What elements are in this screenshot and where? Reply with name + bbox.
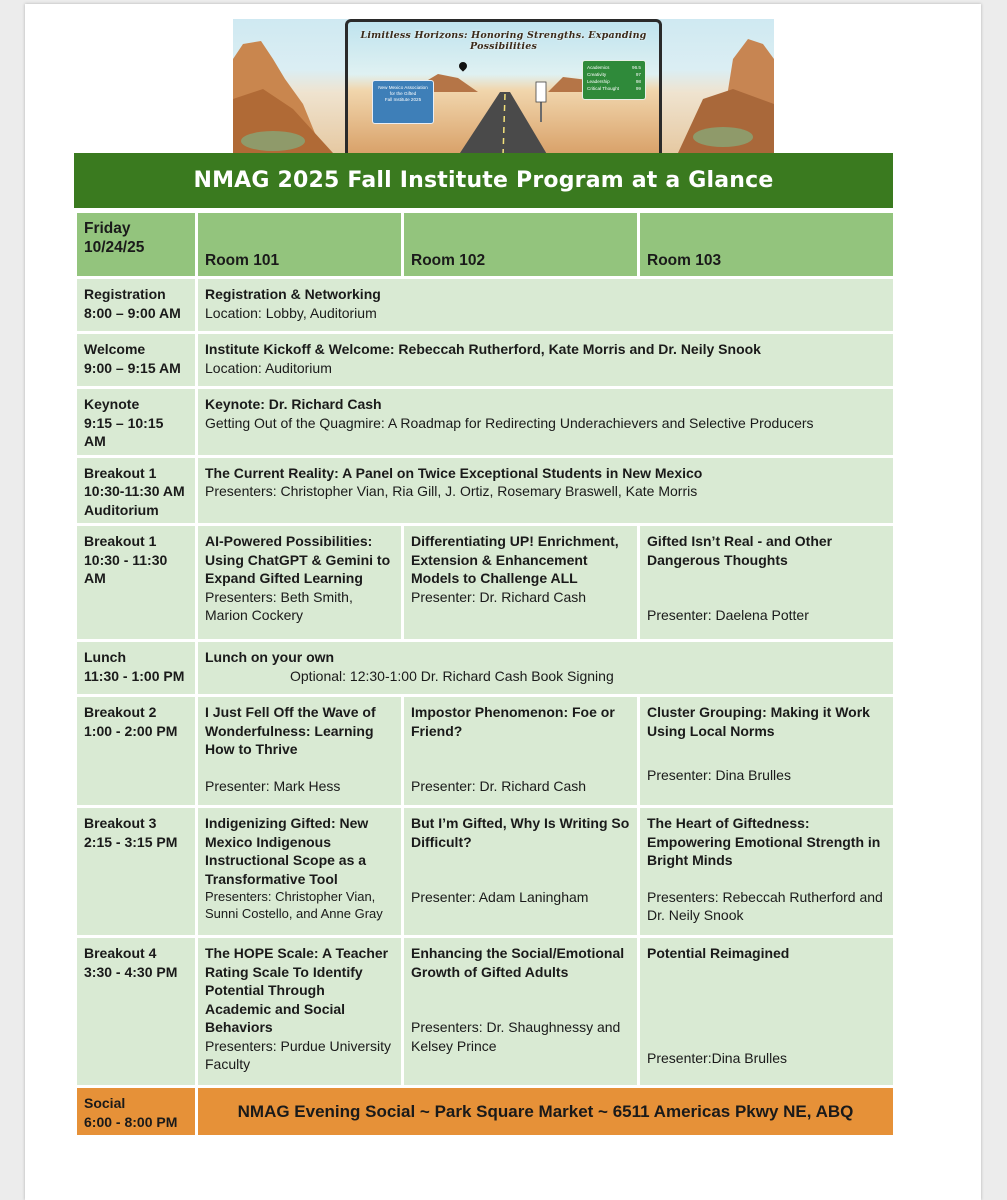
time-cell <box>76 456 197 525</box>
session-presenter: Presenter: Dr. Richard Cash <box>411 778 587 794</box>
session-title: Lunch on your own <box>205 649 335 665</box>
session-title: Institute Kickoff & Welcome: Rebeccah Rutherford, Kate Morris and Dr. Neily Snook <box>205 341 761 357</box>
session-detail: Getting Out of the Quagmire: A Roadmap for Redirecting Underachievers and Selective Producers <box>205 414 814 431</box>
slot-place: Auditorium <box>84 501 159 518</box>
table-row <box>76 525 895 641</box>
session-cell <box>197 807 403 937</box>
slot-time: 9:15 – 10:15 AM <box>84 414 164 449</box>
session-presenter: Presenters: Christopher Vian, Sunni Costello, and Anne Gray <box>205 889 383 921</box>
room-101-header: Room 101 <box>197 212 403 278</box>
score-label: Academics <box>587 65 610 70</box>
session-presenter: Presenter:Dina Brulles <box>647 1049 788 1066</box>
windshield-frame <box>345 19 662 153</box>
slot-label: Social <box>84 1095 126 1111</box>
time-cell <box>76 807 197 937</box>
session-title: The Current Reality: A Panel on Twice Exceptional Students in New Mexico <box>205 464 703 481</box>
session-cell <box>639 696 895 807</box>
session-title: AI-Powered Possibilities: Using ChatGPT & Gemini to Expand Gifted Learning <box>205 533 391 586</box>
slot-label: Breakout 4 <box>84 945 157 961</box>
score-row <box>587 78 641 85</box>
session-title: Enhancing the Social/Emotional Growth of Gifted Adults <box>411 945 625 980</box>
time-cell <box>76 278 197 333</box>
session-presenter: Presenter: Dina Brulles <box>647 767 791 783</box>
slot-label: Welcome <box>84 341 146 357</box>
table-row <box>76 388 895 457</box>
day-label: Friday <box>84 220 131 237</box>
banner-title: Limitless Horizons: Honoring Strengths. Expanding Possibilities <box>360 30 647 52</box>
session-title: The Heart of Giftedness: Empowering Emotional Strength in Bright Minds <box>647 815 881 868</box>
time-cell <box>76 525 197 641</box>
session-cell <box>639 525 895 641</box>
time-cell <box>76 1087 197 1137</box>
session-cell <box>639 807 895 937</box>
sign-line: for the Gifted <box>389 91 417 96</box>
table-row <box>76 333 895 388</box>
slot-time: 2:15 - 3:15 PM <box>84 833 178 850</box>
day-cell <box>76 212 197 278</box>
session-cell <box>197 525 403 641</box>
table-header-row <box>76 212 895 278</box>
session-presenter: Presenter: Daelena Potter <box>647 607 809 623</box>
table-row <box>76 807 895 937</box>
session-presenter: Presenter: Adam Laningham <box>411 889 589 905</box>
session-presenter: Presenters: Rebeccah Rutherford and Dr. Neily Snook <box>647 888 883 923</box>
date-label: 10/24/25 <box>84 239 145 256</box>
session-cell <box>197 333 895 388</box>
session-cell <box>197 641 895 696</box>
slot-time: 1:00 - 2:00 PM <box>84 722 178 739</box>
table-row <box>76 278 895 333</box>
slot-label: Breakout 1 <box>84 464 157 481</box>
slot-label: Breakout 1 <box>84 533 157 549</box>
session-presenter: Presenter: Dr. Richard Cash <box>411 588 587 605</box>
banner-image <box>233 19 774 153</box>
session-detail: Presenters: Christopher Vian, Ria Gill, J. Ortiz, Rosemary Braswell, Kate Morris <box>205 483 698 499</box>
session-presenter: Presenters: Dr. Shaughnessy and Kelsey Prince <box>411 1019 621 1054</box>
sign-line: Fall Institute 2025 <box>384 97 422 102</box>
score-value: 98 <box>635 79 641 84</box>
session-detail: Location: Auditorium <box>205 359 332 376</box>
session-detail: Location: Lobby, Auditorium <box>205 304 377 321</box>
score-label: Creativity <box>587 72 607 77</box>
session-title: Keynote: Dr. Richard Cash <box>205 396 382 412</box>
score-label: Leadership <box>587 79 610 84</box>
session-cell <box>197 696 403 807</box>
slot-label: Breakout 3 <box>84 815 157 831</box>
slot-time: 6:00 - 8:00 PM <box>84 1113 178 1130</box>
session-title: I Just Fell Off the Wave of Wonderfulness: Learning How to Thrive <box>205 704 376 757</box>
session-cell <box>197 456 895 525</box>
score-value: 97 <box>635 72 641 77</box>
time-cell <box>76 333 197 388</box>
slot-label: Breakout 2 <box>84 704 157 720</box>
time-cell <box>76 641 197 696</box>
session-cell <box>403 525 639 641</box>
session-cell <box>197 937 403 1087</box>
score-row <box>587 71 641 78</box>
time-cell <box>76 388 197 457</box>
session-presenter: Presenters: Purdue University Faculty <box>205 1037 391 1072</box>
slot-label: Lunch <box>84 649 126 665</box>
session-title: Impostor Phenomenon: Foe or Friend? <box>411 704 615 739</box>
scores-sign <box>582 60 646 100</box>
table-row <box>76 937 895 1087</box>
session-title: But I’m Gifted, Why Is Writing So Difficult? <box>411 815 630 850</box>
session-cell <box>639 937 895 1087</box>
session-title: Indigenizing Gifted: New Mexico Indigenous Instructional Scope as a Transformative Tool <box>205 815 369 887</box>
program-table <box>74 210 896 1138</box>
session-detail: Optional: 12:30-1:00 Dr. Richard Cash Book Signing <box>290 667 614 684</box>
social-row <box>76 1087 895 1137</box>
time-cell <box>76 937 197 1087</box>
sign-line: New Mexico Association <box>378 85 428 90</box>
slot-time: 9:00 – 9:15 AM <box>84 359 181 376</box>
room-103-header: Room 103 <box>639 212 895 278</box>
slot-time: 10:30-11:30 AM <box>84 483 185 499</box>
session-cell <box>403 807 639 937</box>
time-cell <box>76 696 197 807</box>
association-sign <box>372 80 434 124</box>
program-title: NMAG 2025 Fall Institute Program at a Glance <box>74 153 893 208</box>
social-event: NMAG Evening Social ~ Park Square Market ~ 6511 Americas Pkwy NE, ABQ <box>197 1087 895 1137</box>
slot-label: Keynote <box>84 396 140 412</box>
score-value: 96.5 <box>632 65 641 70</box>
table-row <box>76 456 895 525</box>
slot-time: 11:30 - 1:00 PM <box>84 667 185 684</box>
slot-time: 8:00 – 9:00 AM <box>84 304 181 321</box>
score-row <box>587 85 641 92</box>
session-title: Gifted Isn’t Real - and Other Dangerous Thoughts <box>647 533 833 568</box>
session-cell <box>403 696 639 807</box>
session-cell <box>403 937 639 1087</box>
room-102-header: Room 102 <box>403 212 639 278</box>
slot-label: Registration <box>84 286 166 302</box>
session-cell <box>197 388 895 457</box>
session-title: Registration & Networking <box>205 286 381 302</box>
session-title: The HOPE Scale: A Teacher Rating Scale To Identify Potential Through Academic and Social Behaviors <box>205 945 389 1035</box>
session-title: Potential Reimagined <box>647 945 790 961</box>
session-cell <box>197 278 895 333</box>
slot-time: 3:30 - 4:30 PM <box>84 963 178 980</box>
session-presenter: Presenters: Beth Smith, Marion Cockery <box>205 588 353 623</box>
table-row <box>76 696 895 807</box>
score-row <box>587 64 641 71</box>
score-label: Critical Thought <box>587 86 620 91</box>
session-title: Differentiating UP! Enrichment, Extension & Enhancement Models to Challenge ALL <box>411 533 619 586</box>
table-row <box>76 641 895 696</box>
slot-time: 10:30 - 11:30 AM <box>84 551 168 586</box>
score-value: 99 <box>635 86 641 91</box>
session-presenter: Presenter: Mark Hess <box>205 777 341 794</box>
session-title: Cluster Grouping: Making it Work Using Local Norms <box>647 704 870 739</box>
